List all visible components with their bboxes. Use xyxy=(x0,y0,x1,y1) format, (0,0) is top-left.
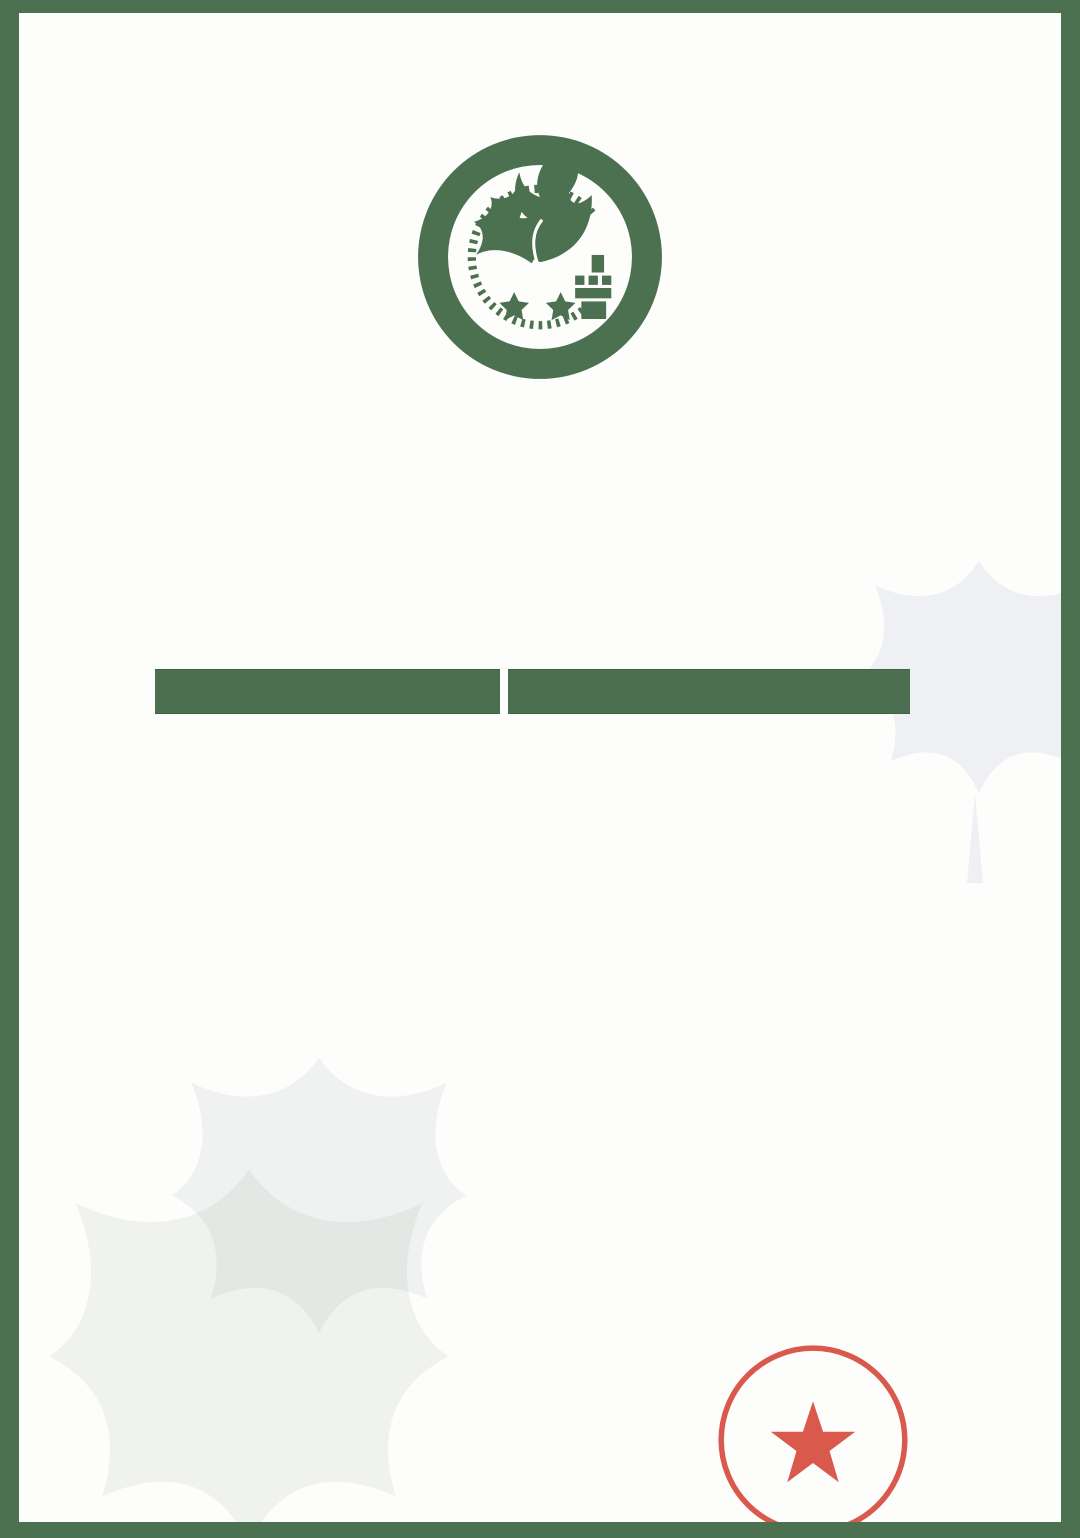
table-header-value xyxy=(508,669,910,714)
certificate-page xyxy=(19,13,1061,1522)
qr-block xyxy=(167,1357,329,1522)
leaf-watermark xyxy=(169,1053,469,1333)
seal-star-icon xyxy=(771,1401,855,1482)
official-red-seal xyxy=(712,1339,914,1522)
table-header-row xyxy=(155,669,917,714)
indicator-table xyxy=(155,669,917,719)
china-green-building-logo xyxy=(416,133,664,381)
table-header-indicator xyxy=(155,669,500,714)
qr-code xyxy=(167,1357,329,1519)
green-building-seal-icon xyxy=(416,133,664,381)
